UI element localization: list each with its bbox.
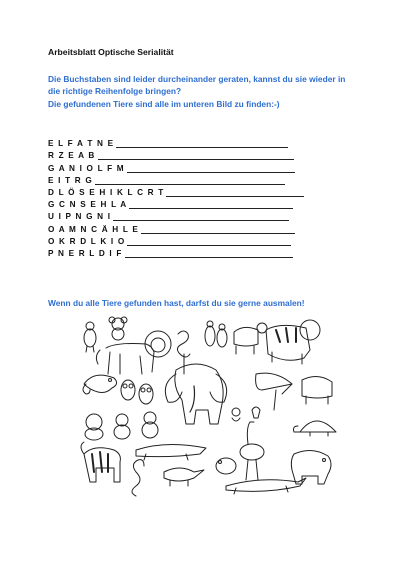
coloring-instruction: Wenn du alle Tiere gefunden hast, darfst du sie gerne ausmalen! xyxy=(48,298,305,308)
word-row xyxy=(48,185,308,197)
worksheet-title: Arbeitsblatt Optische Serialität xyxy=(48,47,174,57)
hamster-drawing xyxy=(216,458,236,474)
scrambled-word: G C N S E H L A xyxy=(48,200,128,210)
answer-line[interactable] xyxy=(166,188,304,197)
word-row xyxy=(48,234,308,246)
answer-line[interactable] xyxy=(116,139,288,148)
scrambled-word: P N E R L D I F xyxy=(48,248,123,258)
tiger-drawing xyxy=(266,320,320,364)
bird-drawing xyxy=(232,407,260,421)
crane-drawing xyxy=(256,373,292,410)
scrambled-word-list xyxy=(48,136,308,258)
elephant-drawing xyxy=(165,364,226,424)
instructions xyxy=(48,73,358,110)
scrambled-word: O A M N C Ä H L E xyxy=(48,224,140,234)
scrambled-word: E I T R G xyxy=(48,175,93,185)
crocodile-drawing xyxy=(136,444,206,460)
scrambled-word: G A N I O L F M xyxy=(48,163,125,173)
lion-drawing xyxy=(96,331,171,374)
word-row xyxy=(48,197,308,209)
scrambled-word: E L F A T N E xyxy=(48,139,115,149)
scrambled-word: O K R D L K I O xyxy=(48,236,126,246)
scrambled-word: D L Ö S E H I K L C R T xyxy=(48,187,165,197)
ostrich-drawing xyxy=(240,422,264,480)
answer-line[interactable] xyxy=(127,164,295,173)
answer-line[interactable] xyxy=(113,212,289,221)
koala-drawing xyxy=(109,317,127,340)
tapir-drawing xyxy=(302,376,332,404)
owls-drawing xyxy=(121,380,153,404)
animal-coloring-illustration xyxy=(76,314,340,498)
chameleon-drawing xyxy=(83,375,117,394)
scrambled-word: U I P N G N I xyxy=(48,212,112,222)
word-row xyxy=(48,160,308,172)
word-row xyxy=(48,136,308,148)
answer-line[interactable] xyxy=(129,200,293,209)
meerkat-drawing xyxy=(84,322,96,352)
word-row xyxy=(48,246,308,258)
word-row xyxy=(48,221,308,233)
penguins-drawing xyxy=(205,321,227,347)
answer-line[interactable] xyxy=(125,249,293,258)
word-row xyxy=(48,173,308,185)
answer-line[interactable] xyxy=(141,225,295,234)
ram-drawing xyxy=(234,323,267,354)
answer-line[interactable] xyxy=(98,151,294,160)
answer-line[interactable] xyxy=(95,176,285,185)
instruction-line-1: Die Buchstaben sind leider durcheinander geraten, kannst du sie wieder in die richtige Reihenfolge bringen? xyxy=(48,74,346,97)
answer-line[interactable] xyxy=(127,237,291,246)
hippo-drawing xyxy=(291,450,331,484)
flamingo-drawing xyxy=(177,331,190,374)
instruction-line-2: Die gefundenen Tiere sind alle im unteren Bild zu finden:-) xyxy=(48,98,280,109)
scrambled-word: R Z E A B xyxy=(48,151,96,161)
zebra-drawing xyxy=(81,442,120,482)
anteater-drawing xyxy=(164,468,204,486)
cobra-drawing xyxy=(132,460,144,496)
word-row xyxy=(48,209,308,221)
small-mammals-drawing xyxy=(85,412,158,440)
word-row xyxy=(48,148,308,160)
alligator-drawing xyxy=(226,478,306,494)
turtle-drawing xyxy=(294,421,337,436)
